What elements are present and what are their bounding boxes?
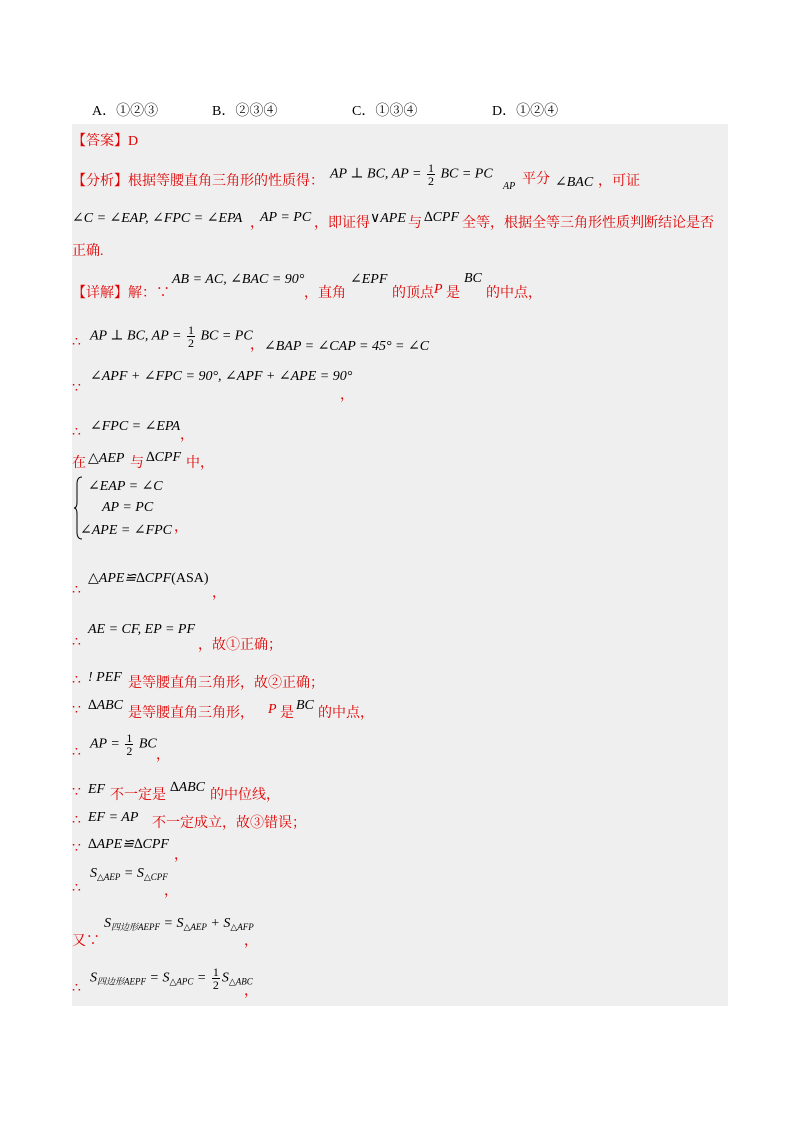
sub-16c: △ABC — [228, 976, 253, 987]
frac-num: 1 — [427, 161, 434, 175]
comma-6: ， — [212, 586, 226, 601]
analysis-math-bac: ∠BAC — [555, 175, 594, 190]
detail-label: 【详解】 — [72, 286, 128, 301]
system-eq-3: ∠APE = ∠FPC — [80, 523, 173, 538]
eq-16: = S — [146, 970, 170, 986]
analysis-pingfen: 平分 — [522, 172, 550, 187]
yu-5: 与 — [130, 456, 144, 471]
system-eq-2: AP = PC — [102, 500, 154, 515]
because-3: ∵ — [72, 381, 81, 396]
analysis-math-2: ∠C = ∠EAP, ∠FPC = ∠EPA — [72, 211, 243, 226]
detail-math-7: AE = CF, EP = PF — [88, 622, 196, 637]
because-9: ∵ — [72, 703, 81, 718]
comma-14: ， — [164, 884, 178, 899]
therefore-10: ∴ — [72, 745, 81, 760]
detail-shi: 是 — [446, 286, 460, 301]
fraction-half-2 — [187, 324, 195, 349]
s-16c: S — [221, 970, 229, 986]
analysis-math-3: AP = PC — [260, 210, 312, 225]
analysis-text-3: 正确. — [72, 244, 104, 259]
detail-bc: BC — [464, 271, 482, 286]
therefore-7: ∴ — [72, 635, 81, 650]
therefore-16: ∴ — [72, 981, 81, 996]
sub-15c: △AFP — [230, 922, 254, 932]
analysis-text-1: 根据等腰直角三角形的性质得： — [128, 174, 324, 189]
comma-2: ， — [250, 338, 264, 353]
eq2-16: = — [193, 970, 207, 986]
detail-text-8: 是等腰直角三角形，故②正确； — [128, 676, 324, 691]
analysis-yu: 与 — [408, 216, 422, 231]
detail-text-1: ，直角 — [304, 286, 346, 301]
detail-abc-11: ∆ABC — [170, 780, 206, 795]
detail-math-2a: AP ⊥ BC, AP = — [90, 328, 182, 344]
frac-den: 2 — [427, 174, 434, 188]
detail-text-9b: 的中点， — [318, 706, 374, 721]
detail-math-6a: △APE≌∆CPF — [88, 571, 172, 586]
therefore-14: ∴ — [72, 881, 81, 896]
detail-math-15 — [104, 916, 254, 933]
sub-16b: △APC — [169, 976, 194, 987]
detail-jie: 解：∵ — [128, 286, 170, 301]
analysis-math-5: ∆CPF — [424, 210, 460, 225]
detail-math-2b: BC = PC — [200, 328, 253, 344]
detail-shi-9: 是 — [280, 706, 294, 721]
s-15a: S — [104, 916, 111, 931]
detail-math-12: EF = AP — [88, 810, 139, 825]
detail-text-1b: 的顶点 — [392, 286, 434, 301]
detail-text-1c: 的中点， — [486, 286, 542, 301]
analysis-math-1a: AP ⊥ BC, AP = — [330, 166, 422, 182]
therefore-12: ∴ — [72, 813, 81, 828]
frac-num-4: 1 — [212, 965, 219, 979]
detail-bc-9: BC — [296, 698, 314, 713]
frac-num-3: 1 — [126, 731, 133, 745]
therefore-8: ∴ — [72, 673, 81, 688]
comma-13: ， — [174, 848, 188, 863]
detail-asa: (ASA) — [171, 571, 209, 586]
because-11: ∵ — [72, 785, 81, 800]
sub-14b: △CPF — [143, 872, 168, 882]
fraction-half-3 — [125, 732, 133, 757]
system-eq-1: ∠EAP = ∠C — [88, 479, 163, 494]
frac-den-3: 2 — [126, 744, 133, 758]
plus-15: + S — [206, 916, 231, 931]
analysis-label: 【分析】 — [72, 174, 128, 189]
detail-math-3: ∠APF + ∠FPC = 90°, ∠APF + ∠APE = 90° — [90, 369, 353, 384]
detail-math-9: ∆ABC — [88, 698, 124, 713]
answer-label: 【答案】D — [72, 134, 139, 149]
detail-text-7: ，故①正确； — [198, 638, 282, 653]
comma-16: ， — [244, 984, 258, 999]
detail-text-9: 是等腰直角三角形， — [128, 706, 254, 721]
analysis-sub-ap: AP — [503, 181, 516, 192]
frac-den-4: 2 — [212, 978, 219, 992]
zhong-5: 中， — [186, 456, 214, 471]
solution-panel — [72, 124, 728, 1006]
detail-math-16 — [90, 966, 253, 991]
detail-p: P — [434, 282, 443, 297]
detail-text-12: 不一定成立，故③错误； — [152, 816, 306, 831]
analysis-text-2b: 全等，根据全等三角形性质判断结论是否 — [462, 216, 714, 231]
eq-15: = S — [160, 916, 184, 931]
fraction-half-4 — [212, 966, 220, 991]
detail-math-10a: AP = — [90, 736, 120, 752]
detail-math-epf: ∠EPF — [350, 272, 388, 287]
detail-p-9: P — [268, 702, 277, 717]
therefore-6: ∴ — [72, 583, 81, 598]
system-comma: ， — [174, 520, 188, 535]
detail-math-8: ! PEF — [88, 670, 122, 685]
detail-text-11: 不一定是 — [110, 788, 166, 803]
frac-num-2: 1 — [187, 323, 194, 337]
detail-math-2 — [90, 324, 253, 349]
s-14a: S — [90, 866, 97, 881]
comma-3: ， — [340, 388, 354, 403]
s-16a: S — [90, 970, 97, 986]
comma-10: ， — [156, 748, 170, 763]
option-a: A．①②③ — [92, 104, 159, 119]
detail-math-1: AB = AC, ∠BAC = 90° — [172, 272, 305, 287]
detail-math-14 — [90, 866, 168, 883]
detail-math-4: ∠FPC = ∠EPA — [90, 419, 181, 434]
option-b: B．②③④ — [212, 104, 278, 119]
detail-math-10 — [90, 732, 157, 757]
analysis-math-1b: BC = PC — [440, 166, 493, 182]
detail-math-2c: ∠BAP = ∠CAP = 45° = ∠C — [264, 339, 430, 354]
detail-math-5a: △AEP — [88, 451, 125, 466]
detail-math-5b: ∆CPF — [146, 450, 182, 465]
frac-den-2: 2 — [187, 336, 194, 350]
detail-math-10b: BC — [138, 736, 157, 752]
because-13: ∵ — [72, 841, 81, 856]
option-c: C．①③④ — [352, 104, 418, 119]
detail-math-13: ∆APE≌∆CPF — [88, 837, 169, 852]
analysis-kezheng: ，可证 — [598, 174, 640, 189]
comma-4: ， — [180, 428, 194, 443]
sub-14a: △AEP — [97, 872, 121, 882]
therefore-2: ∴ — [72, 335, 81, 350]
comma-15: ， — [244, 934, 258, 949]
option-d: D．①②④ — [492, 104, 559, 119]
analysis-math-1 — [330, 162, 493, 187]
eq-14: = S — [120, 866, 144, 881]
sub-15b: △AEP — [183, 922, 207, 932]
sub-15a: 四边形AEPF — [111, 922, 160, 932]
zai-5: 在 — [72, 456, 86, 471]
therefore-4: ∴ — [72, 425, 81, 440]
analysis-text-2a: ，即证得 — [314, 216, 370, 231]
detail-math-6 — [88, 570, 209, 587]
detail-ef-11: EF — [88, 782, 106, 797]
detail-text-11b: 的中位线， — [210, 788, 280, 803]
sub-16a: 四边形AEPF — [97, 976, 146, 987]
analysis-comma: ， — [250, 216, 264, 231]
you-15: 又∵ — [72, 934, 100, 949]
analysis-math-4: ∨APE — [370, 211, 406, 226]
fraction-half — [427, 162, 435, 187]
